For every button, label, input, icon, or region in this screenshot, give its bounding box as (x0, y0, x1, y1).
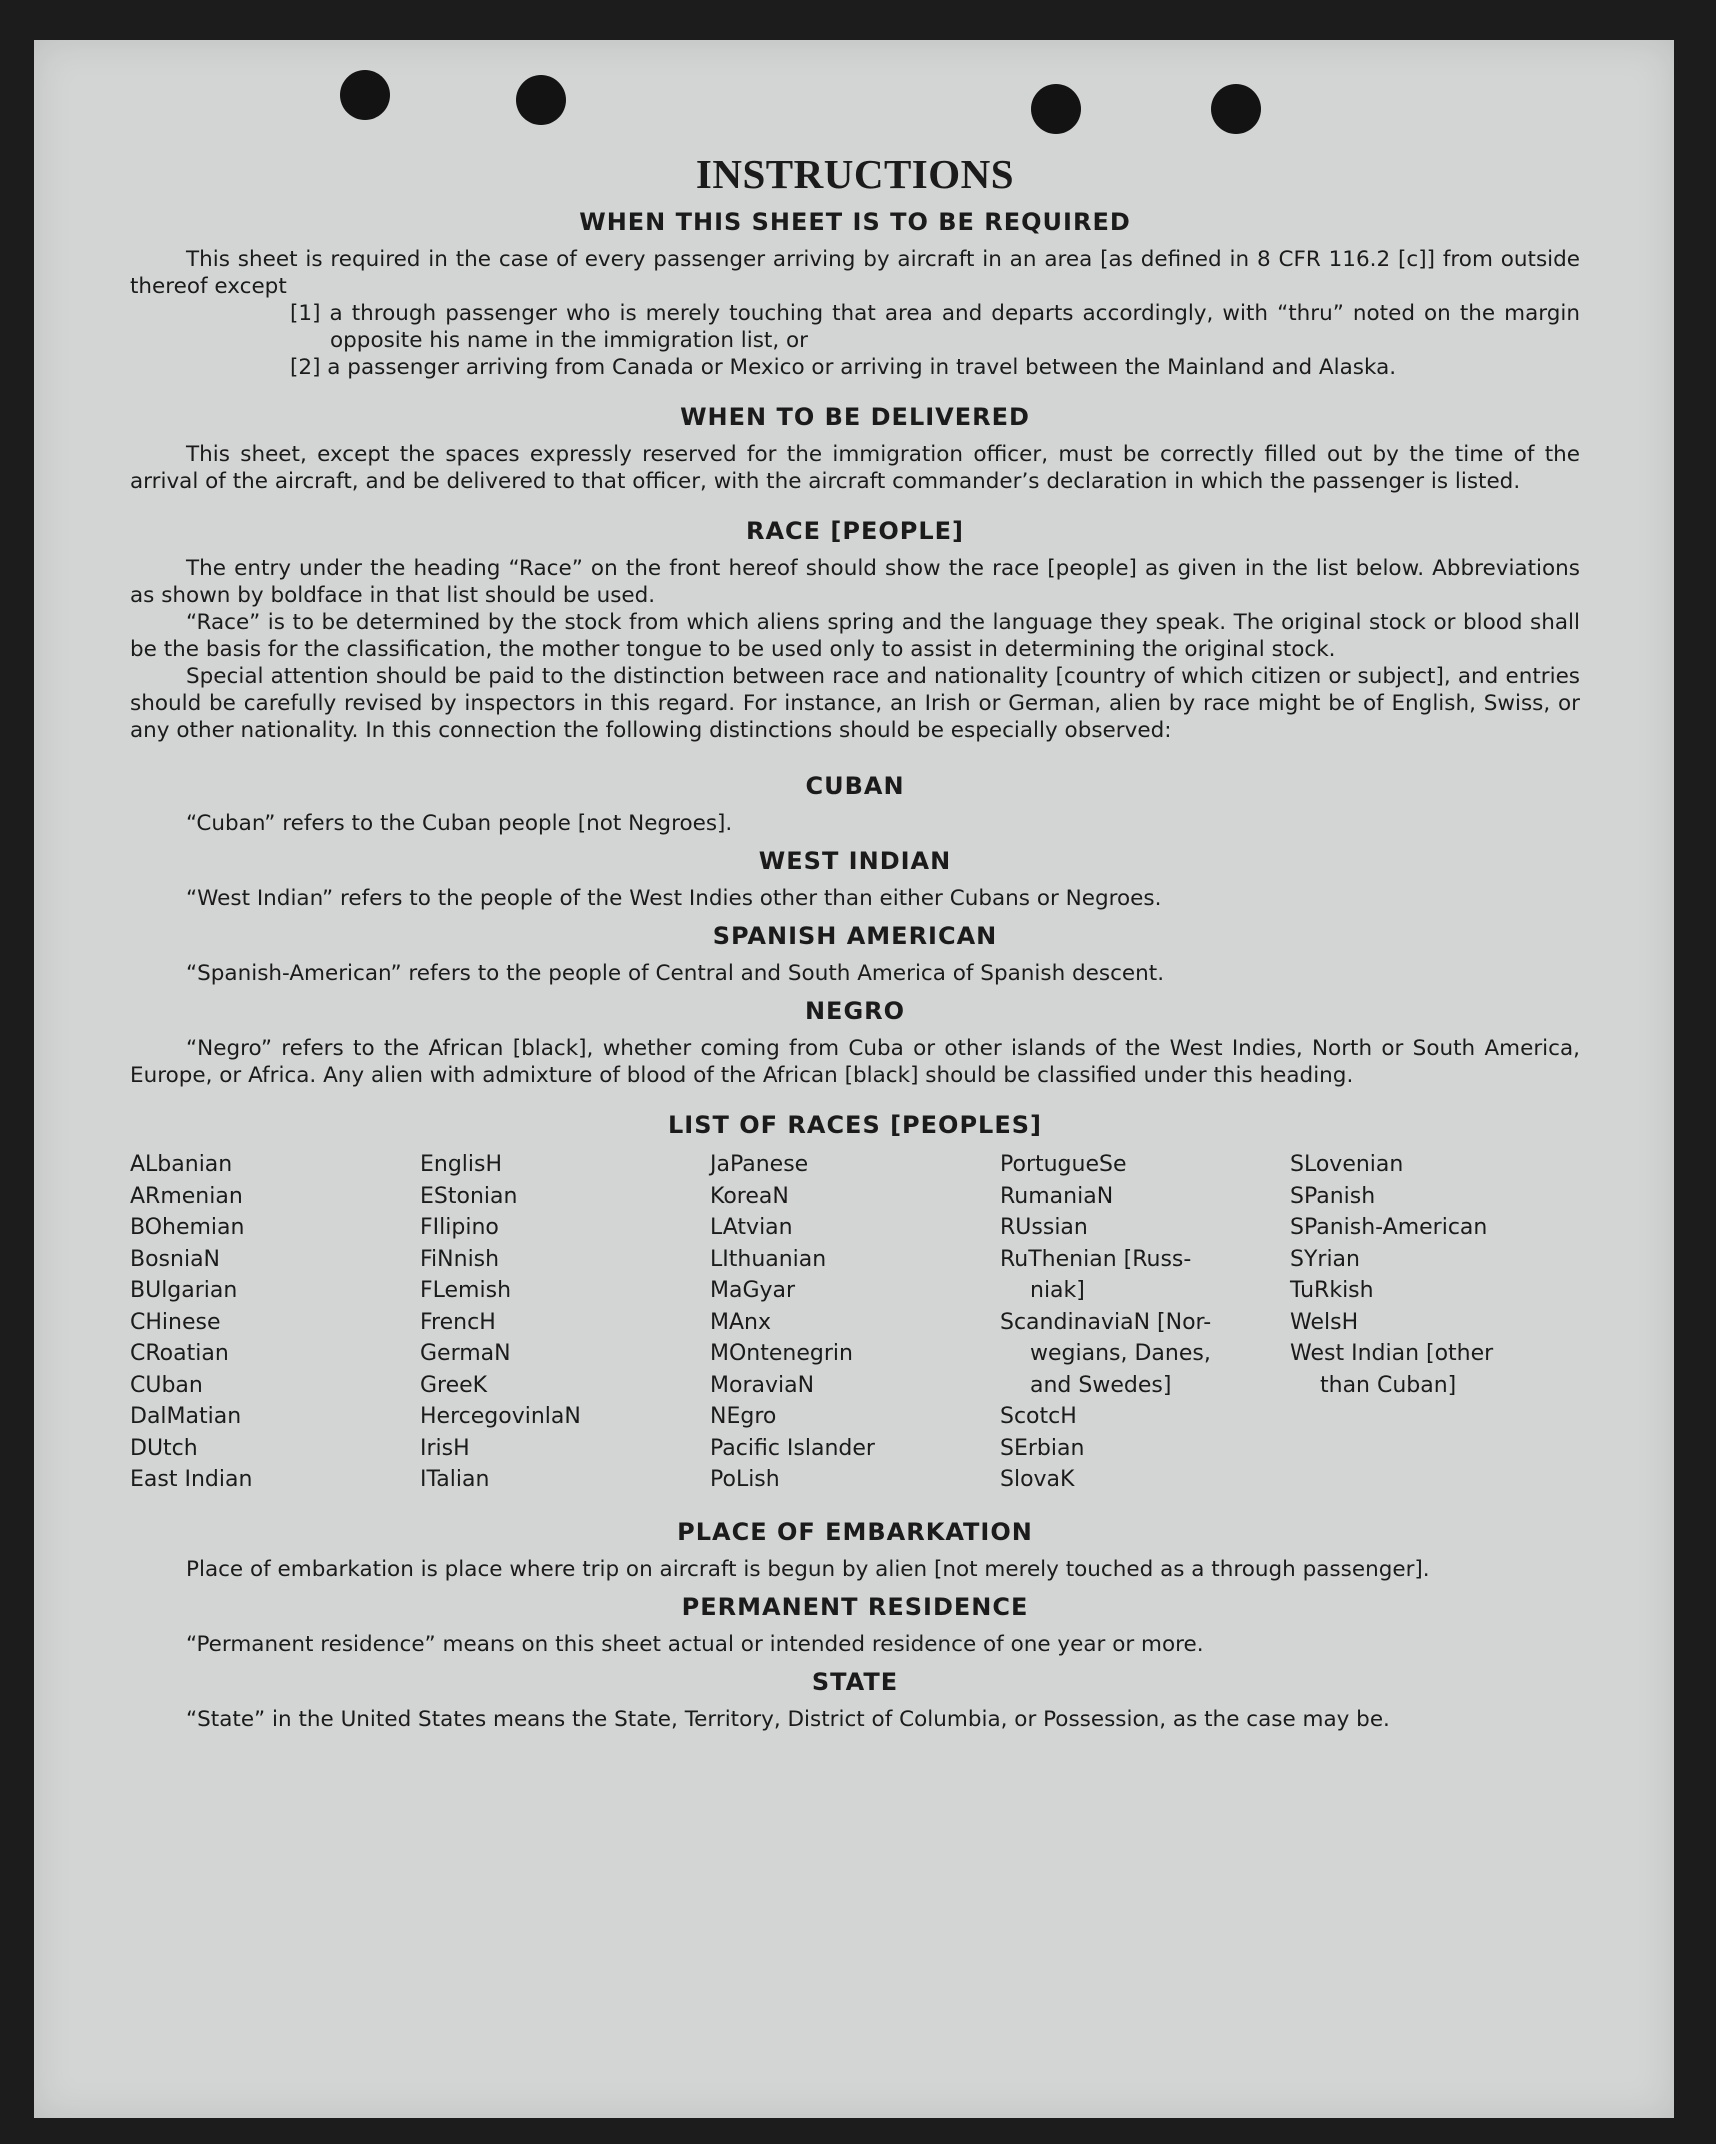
race-item: East Indian (130, 1467, 253, 1492)
race-paragraph-2: “Race” is to be determined by the stock from which aliens spring and the language they speak. The original stock or blood shall be the basis for the classification, the mother tongue to be used only to assist in determining the original stock. (130, 610, 1580, 662)
heading-permanent-residence: PERMANENT RESIDENCE (681, 1592, 1029, 1621)
race-item: MaGyar (710, 1278, 796, 1303)
race-item: JaPanese (710, 1152, 809, 1177)
when-delivered-text: This sheet, except the spaces expressly reserved for the immigration officer, must be correctly filled out by the time of the arrival of the aircraft, and be delivered to that officer, with the aircraft commander’s declaration in which the passenger is listed. (130, 442, 1580, 494)
race-item: IrisH (420, 1435, 470, 1461)
race-item: FIlipino (420, 1215, 499, 1240)
race-item-continuation: and Swedes] (1030, 1372, 1172, 1398)
races-column-5 (1290, 1149, 1580, 1496)
when-required-item-2: [2] a passenger arriving from Canada or Mexico or arriving in travel between the Mainland and Alaska. (290, 355, 1397, 380)
binder-hole (516, 75, 566, 125)
race-item: CUban (130, 1372, 203, 1398)
race-item: HercegovinlaN (420, 1404, 581, 1429)
race-item: FiNnish (420, 1246, 500, 1272)
page-title: INSTRUCTIONS (695, 151, 1015, 197)
binder-hole (1211, 84, 1261, 134)
races-column-1 (130, 1149, 420, 1496)
race-item: PortugueSe (1000, 1152, 1127, 1177)
race-item: MAnx (710, 1309, 771, 1335)
when-required-intro: This sheet is required in the case of every passenger arriving by aircraft in an area [as defined in 8 CFR 116.2 [c]] from outside thereof except (130, 247, 1580, 299)
race-item: CHinese (130, 1309, 221, 1335)
race-item: CRoatian (130, 1341, 229, 1366)
race-item: GreeK (420, 1372, 488, 1398)
race-item: WelsH (1290, 1309, 1359, 1335)
race-item: ScandinaviaN [Nor- (1000, 1309, 1212, 1335)
race-item: BUlgarian (130, 1278, 238, 1303)
race-item: ScotcH (1000, 1404, 1077, 1429)
residence-text: “Permanent residence” means on this sheet actual or intended residence of one year or more. (186, 1631, 1204, 1657)
races-list (130, 1149, 1580, 1496)
document-page (34, 40, 1674, 2118)
heading-when-required: WHEN THIS SHEET IS TO BE REQUIRED (579, 208, 1131, 236)
race-item: ARmenian (130, 1183, 243, 1209)
race-item: Pacific Islander (710, 1435, 875, 1461)
heading-spanish-american: SPANISH AMERICAN (712, 922, 998, 950)
races-column-3 (710, 1149, 1000, 1496)
race-item: RumaniaN (1000, 1183, 1114, 1209)
binder-hole (1031, 84, 1081, 134)
races-column-4 (1000, 1149, 1290, 1496)
race-item: EStonian (420, 1183, 518, 1209)
race-item: FLemish (420, 1278, 512, 1303)
race-item: BosniaN (130, 1246, 221, 1272)
embarkation-text: Place of embarkation is place where trip on aircraft is begun by alien [not merely touched as a through passenger]. (186, 1556, 1430, 1582)
heading-negro: NEGRO (804, 997, 906, 1025)
race-item: GermaN (420, 1341, 511, 1366)
race-item: PoLish (710, 1467, 780, 1492)
race-item: SLovenian (1290, 1152, 1404, 1177)
heading-west-indian: WEST INDIAN (758, 847, 952, 875)
race-paragraph-1: The entry under the heading “Race” on the front hereof should show the race [people] as given in the list below. Abbreviations as shown by boldface in that list should be used. (130, 556, 1580, 608)
heading-race: RACE [PEOPLE] (745, 517, 965, 545)
race-item-continuation: than Cuban] (1320, 1372, 1457, 1398)
state-text: “State” in the United States means the State, Territory, District of Columbia, or Possession, as the case may be. (186, 1706, 1390, 1732)
race-item: DalMatian (130, 1404, 242, 1429)
binder-hole (340, 70, 390, 120)
instructions-content (130, 150, 1580, 1733)
heading-embarkation: PLACE OF EMBARKATION (677, 1517, 1033, 1546)
races-column-2 (420, 1149, 710, 1496)
race-item: MoraviaN (710, 1372, 815, 1398)
heading-when-delivered: WHEN TO BE DELIVERED (680, 403, 1030, 431)
race-item: West Indian [other (1290, 1341, 1494, 1366)
race-item: SlovaK (1000, 1467, 1075, 1492)
race-item: LIthuanian (710, 1246, 827, 1272)
race-item: EnglisH (420, 1152, 503, 1177)
when-required-item-1: [1] a through passenger who is merely touching that area and departs accordingly, with “thru” noted on the margin opposite his name in the immigration list, or (290, 301, 1580, 353)
race-item: DUtch (130, 1435, 198, 1461)
heading-list-of-races: LIST OF RACES [PEOPLES] (668, 1111, 1042, 1139)
race-item: SPanish-American (1290, 1215, 1488, 1240)
race-item: RuThenian [Russ- (1000, 1246, 1192, 1272)
race-item: LAtvian (710, 1215, 793, 1240)
race-item: BOhemian (130, 1215, 245, 1240)
race-item: RUssian (1000, 1215, 1088, 1240)
race-item: SYrian (1290, 1246, 1360, 1272)
race-item: SErbian (1000, 1435, 1085, 1461)
race-item-continuation: niak] (1030, 1278, 1085, 1303)
race-item: KoreaN (710, 1183, 789, 1209)
race-item-continuation: wegians, Danes, (1030, 1341, 1211, 1366)
race-item: SPanish (1290, 1183, 1376, 1209)
heading-state: STATE (811, 1667, 899, 1696)
race-item: ITalian (420, 1467, 490, 1492)
spanish-american-text: “Spanish-American” refers to the people of Central and South America of Spanish descent. (186, 961, 1165, 986)
cuban-text: “Cuban” refers to the Cuban people [not Negroes]. (186, 811, 733, 836)
race-item: FrencH (420, 1309, 496, 1335)
race-item: MOntenegrin (710, 1341, 853, 1366)
west-indian-text: “West Indian” refers to the people of the West Indies other than either Cubans or Negroes. (186, 886, 1162, 911)
heading-cuban: CUBAN (805, 772, 905, 800)
race-item: ALbanian (130, 1152, 233, 1177)
race-item: TuRkish (1290, 1278, 1374, 1303)
race-item: NEgro (710, 1404, 777, 1429)
race-paragraph-3: Special attention should be paid to the distinction between race and nationality [country of which citizen or subject], and entries should be carefully revised by inspectors in this regard. For instance, an Irish or German, alien by race might be of English, Swiss, or any other nationality. In this connection the following distinctions should be especially observed: (130, 664, 1580, 743)
negro-text: “Negro” refers to the African [black], whether coming from Cuba or other islands of the West Indies, North or South America, Europe, or Africa. Any alien with admixture of blood of the African [black] should be classified under this heading. (130, 1036, 1580, 1088)
